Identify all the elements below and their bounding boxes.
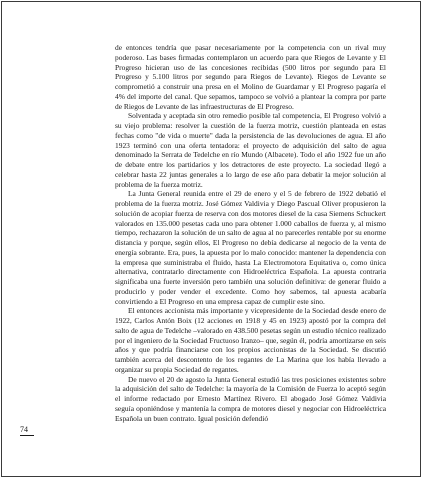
paragraph-3: La Junta General reunida entre el 29 de enero y el 5 de febrero de 1922 debatió el problema de la fuerza motriz. José Gómez Valdivia y Diego Pascual Oliver propusieron la solución de acopiar fuerza de reserva con dos motores diesel de la casa Siemens Schuckert valorados en 135.000 pesetas cada uno para obtener 1.000 caballos de fuerza y, al mismo tiempo, rechazaron la solución de un salto de agua al no parecerles rentable por su enorme distancia y porque, según ellos, El Progreso no debía dedicarse al negocio de la venta de energía sobrante. Era, pues, la apuesta por lo malo conocido: mantener la dependencia con la empresa que suministraba el fluido, hasta La Electromotora Equitativa o, como única alternativa, contratarlo directamente con Hidroeléctrica Española. La apuesta contraria significaba una fuerte inversión pero también una solución definitiva: de generar fluido a producirlo y poder vender el excedente. Como hoy sabemos, tal apuesta acabaría convirtiendo a El Progreso en una empresa capaz de cumplir este sino. (115, 189, 386, 306)
paragraph-4: El entonces accionista más importante y vicepresidente de la Sociedad desde enero de 1922, Carlos Antón Boix (12 acciones en 1918 y 45 en 1923) apostó por la compra del salto de agua de Tedelche –valorado en 438.500 pesetas según un estudio técnico realizado por el ingeniero de la Sociedad Fructuoso Iranzo– que, según él, podría amortizarse en seis años y que podría financiarse con los propios accionistas de la Sociedad. Se discutió también acerca del descontento de los regantes de La Marina que los había llevado a organizar su propia Sociedad de regantes. (115, 306, 386, 374)
paragraph-5: De nuevo el 20 de agosto la Junta General estudió las tres posiciones existentes sobre la adquisición del salto de Tedelche: la mayoría de la Comisión de Fuerza lo aceptó según el informe redactado por Ernesto Martínez Rivero. El abogado José Gómez Valdivia seguía oponiéndose y mantenía la compra de motores diesel y negociar con Hidroeléctrica Española un buen contrato. Igual posición defendió (115, 374, 386, 423)
paragraph-1: de entonces tendría que pasar necesariamente por la competencia con un rival muy poderoso. Las bases firmadas contemplaron un acuerdo para que Riegos de Levante y El Progreso hicieran uso de las concesiones recibidas (500 litros por segundo para El Progreso y 5.100 litros por segundo para Riegos de Levante). Riegos de Levante se comprometió a construir una presa en el Molino de Guardamar y El Progreso pagaría el 4% del importe del canal. Que sepamos, tampoco se volvió a plantear la compra por parte de Riegos de Levante de las infraestructuras de El Progreso. (115, 43, 386, 111)
paragraph-2: Solventada y aceptada sin otro remedio posible tal competencia, El Progreso volvió a su viejo problema: resolver la cuestión de la fuerza motriz, cuestión planteada en estas fechas como "de vida o muerte" dada la persistencia de las devoluciones de agua. El año 1923 terminó con una oferta tentadora: el proyecto de adquisición del salto de agua denominado la Serrata de Tedelche en río Mundo (Albacete). Todo el año 1922 fue un año de debate entre los partidarios y los detractores de este proyecto. La sociedad llegó a celebrar hasta 22 juntas generales a lo largo de ese año para debatir la mejor solución al problema de la fuerza motriz. (115, 111, 386, 189)
text-column (115, 43, 386, 423)
page-number: 74 (20, 425, 34, 436)
